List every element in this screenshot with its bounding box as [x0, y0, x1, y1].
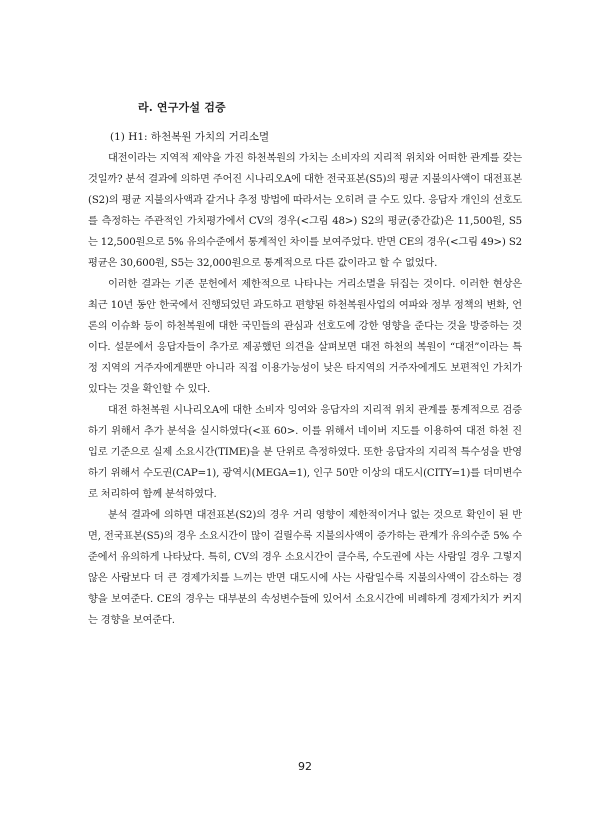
- subsection-heading: (1) H1: 하천복원 가치의 거리소멸: [110, 131, 270, 143]
- paragraph: 분석 결과에 의하면 대전표본(S2)의 경우 거리 영향이 제한적이거나 없는 것으로 확인이 된 반면, 전국표본(S5)의 경우 소요시간이 많이 걸릴수록 지불의사액이 증가하는 관계가 유의수준 5% 수준에서 유의하게 나타났다. 특히, CV의 경우 소요시간이 클수록, 수도권에 사는 사람일 경우 그렇지 않은 사람보다 더 큰 경제가치를 느끼는 반면 대도시에 사는 사람일수록 지불의사액이 감소하는 경향을 보여준다. CE의 경우는 대부분의 속성변수들에 있어서 소요시간에 비례하게 경제가치가 커지는 경향을 보여준다.: [88, 510, 522, 626]
- paragraph: 대전이라는 지역적 제약을 가진 하천복원의 가치는 소비자의 지리적 위치와 어떠한 관계를 갖는 것일까? 분석 결과에 의하면 주어진 시나리오A에 대한 전국표본(S5)의 평균 지불의사액이 대전표본(S2)의 평균 지불의사액과 같거나 추정 방법에 따라서는 오히려 클 수도 있다. 응답자 개인의 선호도를 측정하는 주관적인 가치평가에서 CV의 경우(<그림 48>) S2의 평균(중간값)은 11,500원, S5는 12,500원으로 5% 유의수준에서 통계적인 차이를 보여주었다. 반면 CE의 경우(<그림 49>) S2 평균은 30,600원, S5는 32,000원으로 통계적으로 다른 값이라고 할 수 없었다.: [88, 153, 522, 269]
- body-text: [88, 148, 522, 631]
- paragraph: 이러한 결과는 기존 문헌에서 제한적으로 나타나는 거리소멸을 뒤집는 것이다. 이러한 현상은 최근 10년 동안 한국에서 진행되었던 과도하고 편향된 하천복원사업의 여파와 정부 정책의 변화, 언론의 이슈화 등이 하천복원에 대한 국민들의 관심과 선호도에 강한 영향을 준다는 것을 방증하는 것이다. 설문에서 응답자들이 추가로 제공했던 의견을 살펴보면 대전 하천의 복원이 “대전”이라는 특정 지역의 거주자에게뿐만 아니라 직접 이용가능성이 낮은 타지역의 거주자에게도 보편적인 가치가 있다는 것을 확인할 수 있다.: [88, 279, 522, 395]
- page-number: 92: [298, 760, 312, 773]
- paragraph: 대전 하천복원 시나리오A에 대한 소비자 잉여와 응답자의 지리적 위치 관계를 통계적으로 검증하기 위해서 추가 분석을 실시하였다(<표 60>. 이를 위해서 네이버 지도를 이용하여 대전 하천 진입로 기준으로 실제 소요시간(TIME)을 분 단위로 측정하였다. 또한 응답자의 지리적 특수성을 반영하기 위해서 수도권(CAP=1), 광역시(MEGA=1), 인구 50만 이상의 대도시(CITY=1)를 더미변수로 처리하여 함께 분석하였다.: [88, 405, 522, 500]
- section-heading: 라. 연구가설 검증: [138, 101, 226, 114]
